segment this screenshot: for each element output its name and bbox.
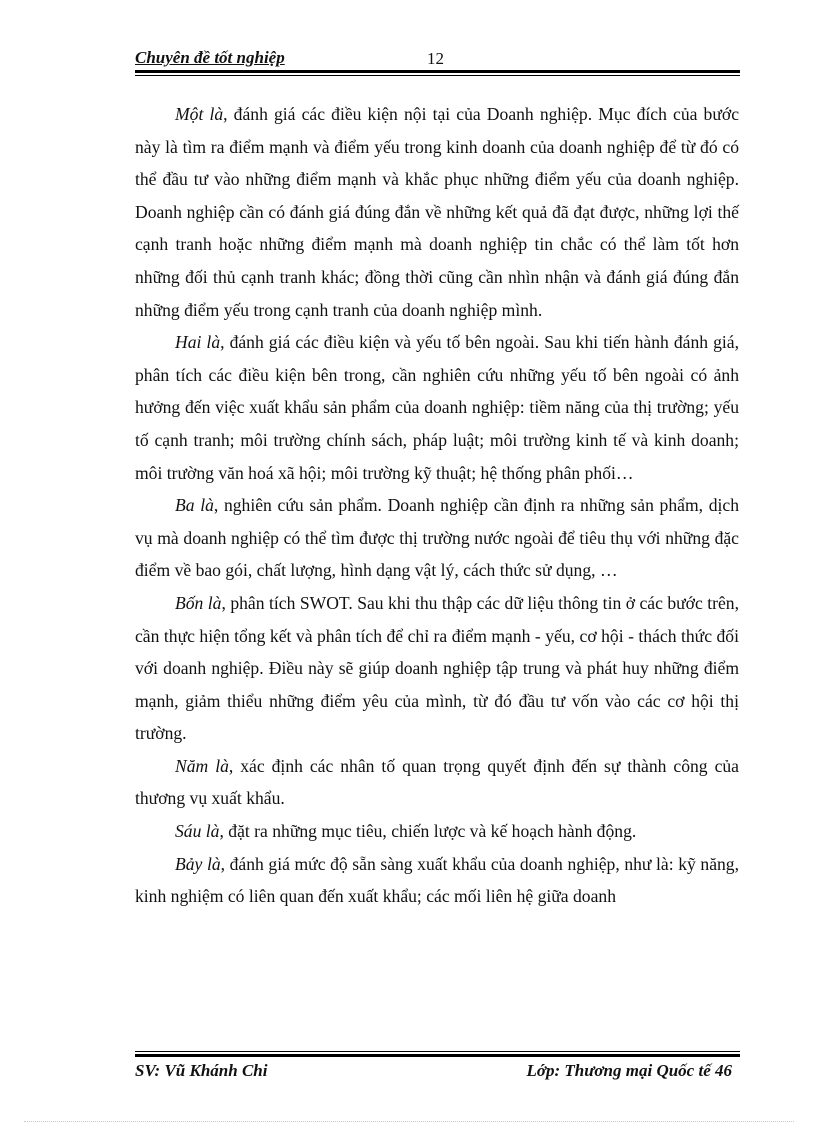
paragraph-6 [135, 815, 739, 848]
paragraph-7-lead: Bảy là [175, 853, 221, 874]
paragraph-1-lead: Một là [175, 104, 224, 124]
page-footer [135, 1061, 740, 1085]
paragraph-2-text: , đánh giá các điều kiện và yếu tố bên ngoài. Sau khi tiến hành đánh giá, phân tích các điều kiện bên trong, cần nghiên cứu những yếu tố bên ngoài có ảnh hưởng đến việc xuất khẩu sản phẩm của doanh nghiệp: tiềm năng của thị trường; yếu tố cạnh tranh; môi trường chính sách, pháp luật; môi trường kinh tế và kinh doanh; môi trường văn hoá xã hội; môi trường kỹ thuật; hệ thống phân phối… [135, 332, 739, 483]
header-rule-thick [135, 70, 740, 73]
page-edge-divider [24, 1121, 794, 1122]
paragraph-5-text: , xác định các nhân tố quan trọng quyết định đến sự thành công của thương vụ xuất khẩu. [135, 755, 739, 809]
paragraph-3-lead: Ba là [175, 495, 214, 516]
paragraph-2 [135, 326, 739, 489]
paragraph-1-text: , đánh giá các điều kiện nội tại của Doanh nghiệp. Mục đích của bước này là tìm ra điểm mạnh và điểm yếu trong kinh doanh của doanh nghiệp để từ đó có thể đầu tư vào những điểm mạnh và khắc phục những điểm yếu của doanh nghiệp. Doanh nghiệp cần có đánh giá đúng đắn về những kết quả đã đạt được, những lợi thế cạnh tranh hoặc những điểm mạnh mà doanh nghiệp tin chắc có thể làm tốt hơn những đối thủ cạnh tranh khác; đồng thời cũng cần nhìn nhận và đánh giá đúng đắn những điểm yếu trong cạnh tranh của doanh nghiệp mình. [135, 104, 739, 320]
footer-student: SV: Vũ Khánh Chi [135, 1061, 268, 1080]
paragraph-5 [135, 750, 739, 815]
paragraph-4-text: , phân tích SWOT. Sau khi thu thập các dữ liệu thông tin ở các bước trên, cần thực hiện tổng kết và phân tích để chỉ ra điểm mạnh - yếu, cơ hội - thách thức đối với doanh nghiệp. Điều này sẽ giúp doanh nghiệp tập trung và phát huy những điểm mạnh, giảm thiểu những điểm yêu của mình, từ đó đầu tư vốn vào các cơ hội thị trường. [135, 592, 739, 744]
paragraph-1 [135, 98, 739, 326]
header-rule-thin [135, 75, 740, 76]
header-title: Chuyên đề tốt nghiệp [135, 48, 285, 67]
footer-rule-thick [135, 1054, 740, 1057]
paragraph-2-lead: Hai là [175, 332, 221, 353]
footer-class: Lớp: Thương mại Quốc tế 46 [526, 1061, 732, 1080]
footer-rule-thin [135, 1051, 740, 1052]
page-number: 12 [427, 49, 444, 68]
paragraph-6-lead: Sáu là [175, 821, 220, 842]
body-text [135, 98, 739, 913]
paragraph-4-lead: Bốn là [175, 592, 222, 613]
paragraph-7-text: , đánh giá mức độ sẵn sàng xuất khẩu của doanh nghiệp, như là: kỹ năng, kinh nghiệm có liên quan đến xuất khẩu; các mối liên hệ giữa doanh [135, 853, 739, 907]
paragraph-3-text: , nghiên cứu sản phẩm. Doanh nghiệp cần định ra những sản phẩm, dịch vụ mà doanh nghiệp có thể tìm được thị trường nước ngoài để tiêu thụ với những đặc điểm về bao gói, chất lượng, hình dạng vật lý, cách thức sử dụng, … [135, 495, 739, 581]
paragraph-7 [135, 848, 739, 913]
paragraph-5-lead: Năm là [175, 755, 229, 776]
paragraph-4 [135, 587, 739, 750]
page-header [135, 48, 740, 70]
paragraph-6-text: , đặt ra những mục tiêu, chiến lược và kế hoạch hành động. [219, 821, 637, 842]
paragraph-3 [135, 489, 739, 587]
